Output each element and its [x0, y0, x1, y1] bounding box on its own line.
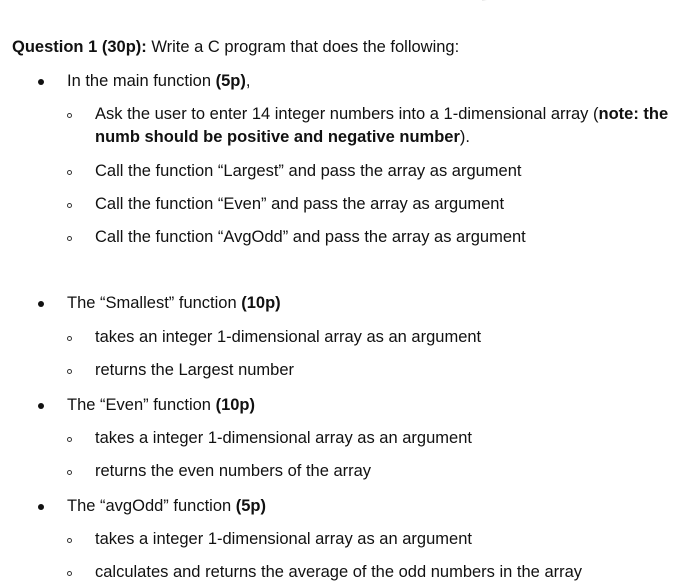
bullet-icon [38, 403, 44, 409]
question-label: Question 1 (30p): [12, 38, 147, 56]
list-item: Call the function “Even” and pass the array as argument [95, 195, 505, 213]
question-title [12, 37, 459, 57]
sub-bullet-icon [67, 203, 72, 208]
section-heading-avgodd [67, 496, 266, 516]
scan-artifact [482, 0, 509, 7]
heading-suffix: , [245, 72, 251, 90]
list-item: calculates and returns the average of the odd numbers in the array [95, 563, 583, 581]
question-text: Write a C program that does the following: [146, 38, 460, 56]
list-item: takes a integer 1-dimensional array as an argument [95, 429, 472, 447]
sub-bullet-icon [67, 336, 72, 341]
section-heading-smallest [67, 293, 281, 313]
item-bold-text: numb should be positive and negative number [95, 128, 460, 146]
list-item: returns the Largest number [95, 361, 295, 379]
heading-points: (5p) [235, 497, 267, 515]
sub-bullet-icon [67, 437, 72, 442]
list-item [95, 104, 668, 124]
sub-bullet-icon [67, 369, 72, 374]
item-text: ). [459, 128, 470, 146]
list-item: takes a integer 1-dimensional array as an argument [95, 530, 472, 548]
bullet-icon [38, 301, 44, 307]
sub-bullet-icon [67, 470, 72, 475]
section-heading-even [67, 395, 255, 415]
heading-points: (10p) [215, 396, 255, 414]
sub-bullet-icon [67, 571, 72, 576]
section-heading-main [67, 71, 250, 91]
item-bold-text: note: the [598, 105, 669, 123]
list-item: Call the function “AvgOdd” and pass the array as argument [95, 228, 526, 246]
sub-bullet-icon [67, 170, 72, 175]
heading-text: In the main function [67, 72, 216, 90]
sub-bullet-icon [67, 236, 72, 241]
list-item: takes an integer 1-dimensional array as an argument [95, 328, 482, 346]
item-text: Ask the user to enter 14 integer numbers into a 1-dimensional array ( [95, 105, 599, 123]
heading-text: The “Smallest” function [67, 294, 242, 312]
list-item: returns the even numbers of the array [95, 462, 372, 480]
bullet-icon [38, 79, 44, 85]
list-item: Call the function “Largest” and pass the array as argument [95, 162, 522, 180]
bullet-icon [38, 504, 44, 510]
list-item-continuation [95, 127, 470, 147]
heading-text: The “avgOdd” function [67, 497, 236, 515]
heading-points: (10p) [241, 294, 281, 312]
heading-points: (5p) [215, 72, 246, 90]
sub-bullet-icon [67, 113, 72, 118]
sub-bullet-icon [67, 538, 72, 543]
heading-text: The “Even” function [67, 396, 216, 414]
